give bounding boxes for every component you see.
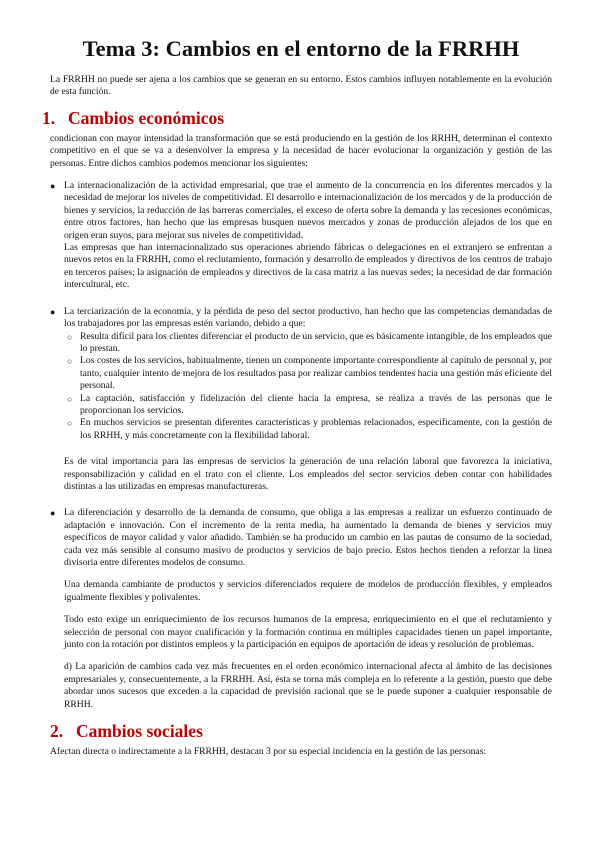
section-heading-social bbox=[50, 721, 552, 742]
sub-bullet-list bbox=[64, 331, 552, 443]
bullet-paragraph: Una demanda cambiante de productos y servicios diferenciados requiere de modelos de producción flexibles, y empleados igualmente flexibles y polivalentes. bbox=[64, 579, 552, 603]
bullet-icon: ● bbox=[50, 306, 56, 317]
bullet-icon: ● bbox=[50, 181, 56, 192]
list-item bbox=[64, 393, 552, 418]
section-number: 2. bbox=[50, 721, 64, 742]
bullet-text: La diferenciación y desarrollo de la demanda de consumo, que obliga a las empresas a realizar un esfuerzo continuado de adaptación e innovación. Con el incremento de la renta media, ha aumentado la demanda de bienes y servicios muy específicos de mayor calidad y valor añadido. También se ha producido un cambio en las pautas de consumo de la sociedad, cada vez más sensible al consumo masivo de productos y servicios de bajo precio. Estos hechos tienden a reforzar la línea divisoria entre diferentes modelos de consumo. bbox=[64, 507, 552, 568]
bullet-paragraph: d) La aparición de cambios cada vez más frecuentes en el orden económico internacional afecta al ámbito de las decisiones empresariales y, consecuentemente, a la FRRHH. Así, ésta se torna más compleja en lo referente a la gestión, puesto que debe abordar unos sucesos que exceden a la capacidad de previsión racional que se le puede suponer a cualquier responsable de RRHH. bbox=[64, 661, 552, 710]
list-item bbox=[64, 331, 552, 356]
bullet-icon: ● bbox=[50, 508, 56, 519]
section-title: Cambios económicos bbox=[68, 107, 225, 128]
circle-bullet-icon: ○ bbox=[67, 356, 73, 367]
section-lead-paragraph: condicionan con mayor intensidad la transformación que se está produciendo en la gestión de los RRHH, determinan el contexto competitivo en el que se va a desenvolver la empresa y la necesidad de hacer evolucionar la organización y gestión de las personas. Entre dichos cambios podemos mencionar los siguientes: bbox=[50, 132, 552, 169]
circle-bullet-icon: ○ bbox=[67, 393, 73, 404]
list-item-text: Los costes de los servicios, habitualmente, tienen un componente importante correspondiente al capítulo de personal y, por tanto, cualquier intento de mejora de los resultados pasa por realizar cambios tendentes hacia una gestión más eficiente del personal. bbox=[80, 355, 552, 392]
bullet-text: La internacionalización de la actividad empresarial, que trae el aumento de la concurrencia en los diferentes mercados y la necesidad de mejorar los niveles de competitividad. El desarrollo e internacionalización de los mercados y de la producción de bienes y servicios, la reducción de las barreras comerciales, el exceso de oferta sobre la demanda y las recesiones económicas, entre otros factores, han hecho que las empresas busquen nuevos mercados y zonas de producción alejados de los que en origen eran suyos, para mejorar sus niveles de competitividad. bbox=[64, 180, 552, 241]
bullet-closing-paragraph: Es de vital importancia para las empresas de servicios la generación de una relación laboral que favorezca la iniciativa, responsabilización y calidad en el trato con el cliente. Los empleados del sector servicios deben contar con habilidades distintas a las utilizadas en empresas manufactureras. bbox=[64, 456, 552, 492]
list-item-text: La captación, satisfacción y fidelización del cliente hacia la empresa, se realiza a través de las personas que le proporcionan los servicios. bbox=[80, 392, 552, 416]
section-number: 1. bbox=[42, 107, 56, 128]
circle-bullet-icon: ○ bbox=[67, 331, 73, 342]
bullet-followup-paragraph: Las empresas que han internacionalizado sus operaciones abriendo fábricas o delegaciones en el extranjero se enfrentan a nuevos retos en la FRRHH, como el reclutamiento, formación y desarrollo de empleados y directivos de los centros de trabajo en terceros países; la asignación de empleados y directivos de la casa matriz a las nuevas sedes; la necesidad de dar formación intercultural, etc. bbox=[64, 242, 552, 291]
list-item-text: Resulta difícil para los clientes diferenciar el producto de un servicio, que es básicamente intangible, de los empleados que lo prestan. bbox=[80, 330, 552, 354]
bullet-internationalization bbox=[50, 180, 552, 292]
intro-paragraph: La FRRHH no puede ser ajena a los cambios que se generan en su entorno. Estos cambios influyen notablemente en la evolución de esta función. bbox=[50, 74, 552, 98]
list-item bbox=[64, 417, 552, 442]
section-lead-paragraph: Afectan directa o indirectamente a la FRRHH, destacan 3 por su especial incidencia en la gestión de las personas: bbox=[50, 746, 487, 758]
bullet-demand-differentiation bbox=[50, 507, 552, 711]
bullet-tertiarization bbox=[50, 306, 552, 494]
list-item-text: En muchos servicios se presentan diferentes características y problemas relacionados, específicamente, con la gestión de los RRHH, y más concretamente con la flexibilidad laboral. bbox=[80, 417, 552, 441]
list-item bbox=[64, 355, 552, 392]
bullet-text: La terciarización de la economía, y la pérdida de peso del sector productivo, han hecho que las competencias demandadas de los trabajadores por las empresas estén variando, debido a que: bbox=[64, 305, 552, 330]
section-heading-economic bbox=[42, 108, 552, 129]
document-title: Tema 3: Cambios en el entorno de la FRRHH bbox=[82, 36, 520, 61]
circle-bullet-icon: ○ bbox=[67, 418, 73, 429]
section-title: Cambios sociales bbox=[76, 721, 203, 742]
bullet-paragraph: Todo esto exige un enriquecimiento de los recursos humanos de la empresa, enriquecimiento en el que el reclutamiento y selección de personal con mayor cualificación y la formación continua en múltiples capacidades tienen un papel importante, junto con la rotación por distintos empleos y la participación en equipos de aportación de ideas y resolución de problemas. bbox=[64, 614, 552, 651]
